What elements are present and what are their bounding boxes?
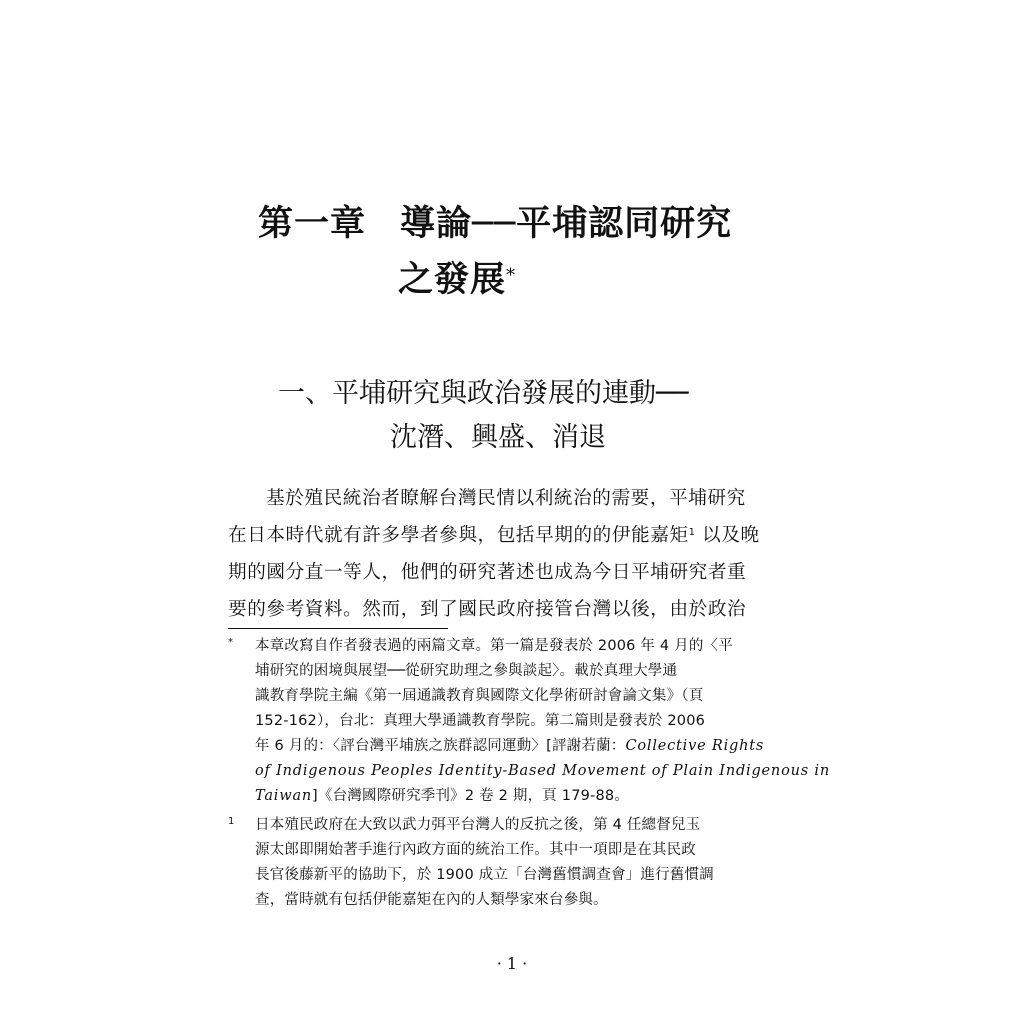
footnote-line: 152-162），台北：真理大學通識教育學院。第二篇則是發表於 2006 (255, 713, 706, 729)
footnote-mark: 1 (228, 816, 235, 827)
section-title-line-2: 沈潛、興盛、消退 (390, 422, 606, 453)
footnote-separator (228, 628, 448, 629)
body-line: 要的參考資料。然而，到了國民政府接管台灣以後，由於政治 (228, 599, 747, 620)
footnote-star (228, 634, 830, 809)
body-line: 在日本時代就有許多學者參與，包括早期的的伊能嘉矩$^1$ 以及晚 (228, 525, 760, 546)
footnote-1 (228, 813, 774, 913)
footnotes (228, 634, 830, 913)
footnote-mark: * (228, 637, 234, 648)
footnote-line: 日本殖民政府在大致以武力弭平台灣人的反抗之後，第 4 任總督兒玉 (255, 817, 701, 833)
footnote-line: of Indigenous Peoples Identity-Based Movement of Plain Indigenous in (255, 763, 830, 779)
page-number: · 1 · (496, 954, 528, 973)
footnote-line: 長官後藤新平的協助下，於 1900 成立「台灣舊慣調查會」進行舊慣調 (255, 867, 714, 883)
section-title (278, 372, 758, 460)
chapter-number: 第一章 (258, 203, 367, 244)
body-paragraph (228, 480, 774, 628)
footnote-ref-1[interactable]: 1 (688, 527, 696, 538)
chapter-footnote-mark[interactable]: * (506, 265, 517, 286)
chapter-title (258, 196, 778, 308)
footnote-line: 本章改寫自作者發表過的兩篇文章。第一篇是發表於 2006 年 4 月的〈平 (255, 638, 733, 654)
chapter-title-line-2 (258, 252, 778, 308)
footnote-line: 源太郎即開始著手進行內政方面的統治工作。其中一項即是在其民政 (255, 842, 696, 858)
footnote-line: 年 6 月的：〈評台灣平埔族之族群認同運動〉[評謝若蘭：Collective Rights (255, 738, 765, 754)
footnote-line: 查，當時就有包括伊能嘉矩在內的人類學家來台參與。 (255, 892, 608, 908)
body-line: 基於殖民統治者瞭解台灣民情以利統治的需要，平埔研究 (266, 488, 746, 509)
section-title-line-1: 一、平埔研究與政治發展的連動── (278, 378, 689, 409)
chapter-heading: 導論──平埔認同研究 (400, 203, 733, 244)
footnote-line: 識教育學院主編《第一屆通識教育與國際文化學術研討會論文集》（頁 (255, 688, 704, 704)
footnote-line: 埔研究的困境與展望──從研究助理之參與談起〉。載於真理大學通 (255, 663, 678, 679)
footnote-line: Taiwan]《台灣國際研究季刊》2 卷 2 期，頁 179-88。 (255, 788, 630, 804)
chapter-heading-continued: 之發展 (398, 259, 507, 300)
body-line: 期的國分直一等人，他們的研究著述也成為今日平埔研究者重 (228, 562, 747, 583)
chapter-title-line-1 (258, 196, 778, 252)
